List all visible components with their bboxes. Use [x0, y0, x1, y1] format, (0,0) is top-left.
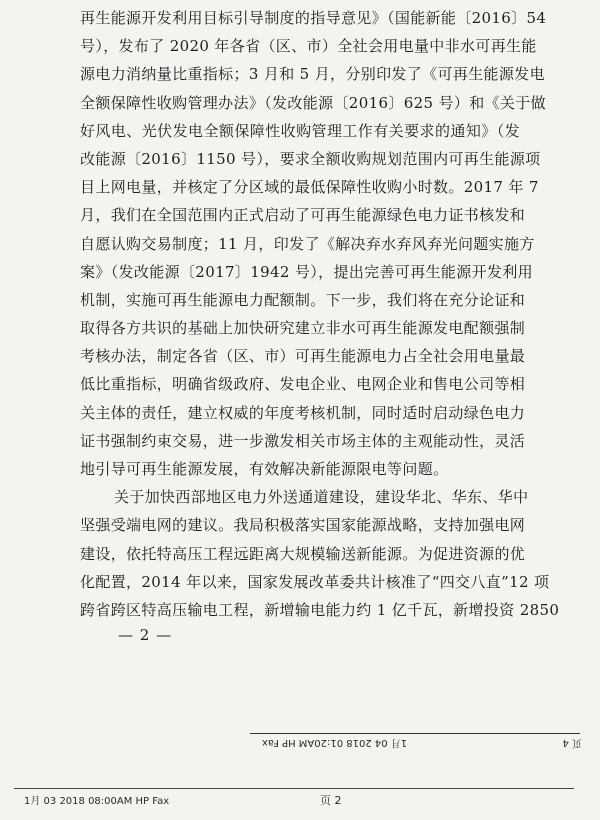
text-line: 低比重指标，明确省级政府、发电企业、电网企业和售电公司等相 [80, 375, 526, 394]
text-line: 关主体的责任，建立权威的年度考核机制，同时适时启动绿色电力 [80, 403, 526, 422]
text-line-paragraph-end: 地引导可再生能源发展，有效解决新能源限电等问题。 [80, 460, 449, 478]
text-line: 化配置，2014 年以来，国家发展改革委共计核准了“四交八直”12 项 [80, 572, 550, 591]
text-line: 月，我们在全国范围内正式启动了可再生能源绿色电力证书核发和 [80, 206, 526, 225]
text-line: 证书强制约束交易，进一步激发相关市场主体的主观能动性，灵活 [80, 431, 526, 450]
text-line: 跨省跨区特高压输电工程，新增输电能力约 1 亿千瓦，新增投资 2850 [80, 600, 560, 619]
fax-header-page: 页 4 [562, 737, 582, 748]
text-line: 案》（发改能源〔2017〕1942 号），提出完善可再生能源开发利用 [80, 262, 534, 281]
fax-footer [24, 792, 584, 810]
fax-header-mirrored [262, 736, 582, 752]
fax-footer-page: 页 2 [320, 794, 342, 807]
text-line: 机制，实施可再生能源电力配额制。下一步，我们将在充分论证和 [80, 290, 526, 309]
text-line: 好风电、光伏发电全额保障性收购管理工作有关要求的通知》（发 [80, 121, 520, 140]
text-line: 考核办法，制定各省（区、市）可再生能源电力占全社会用电量最 [80, 347, 526, 366]
fax-header-timestamp: 1月 04 2018 01:20AM HP Fax [262, 737, 408, 748]
body-text [80, 4, 560, 624]
text-line: 号），发布了 2020 年各省（区、市）全社会用电量中非水可再生能 [80, 37, 537, 56]
text-line: 目上网电量，并核定了分区域的最低保障性收购小时数。2017 年 7 [80, 178, 539, 197]
text-line: 改能源〔2016〕1150 号），要求全额收购规划范围内可再生能源项 [80, 149, 541, 168]
text-line: 源电力消纳量比重指标；3 月和 5 月，分别印发了《可再生能源发电 [80, 65, 545, 84]
page-number: — 2 — [118, 626, 173, 644]
text-line: 自愿认购交易制度；11 月，印发了《解决弃水弃风弃光问题实施方 [80, 234, 535, 253]
text-line: 取得各方共识的基础上加快研究建立非水可再生能源发电配额强制 [80, 319, 526, 338]
text-line-paragraph-start: 关于加快西部地区电力外送通道建设，建设华北、华东、华中 [114, 488, 529, 507]
text-line: 坚强受端电网的建议。我局积极落实国家能源战略，支持加强电网 [80, 516, 526, 535]
text-line: 建设，依托特高压工程远距离大规模输送新能源。为促进资源的优 [80, 544, 526, 563]
fax-header-rule [250, 733, 580, 734]
fax-footer-timestamp: 1月 03 2018 08:00AM HP Fax [24, 796, 170, 807]
text-line: 再生能源开发利用目标引导制度的指导意见》（国能新能〔2016〕54 [80, 9, 547, 27]
text-line: 全额保障性收购管理办法》（发改能源〔2016〕625 号）和《关于做 [80, 93, 546, 112]
fax-footer-rule [14, 788, 574, 789]
